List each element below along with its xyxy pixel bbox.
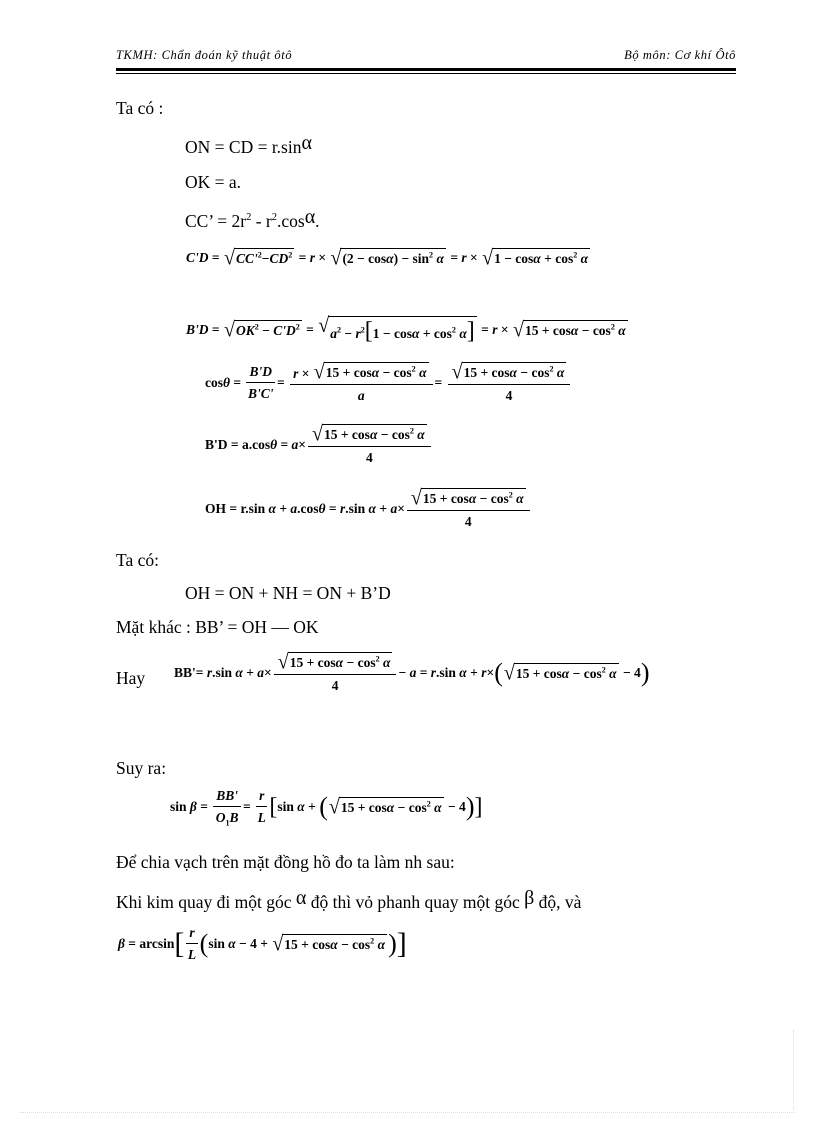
- eq-beta-arcsin: β = arcsin [ $\frac{r}{L}$ ( sin α − 4 + √ $15 + \cos\alpha - \cos^2 \alpha$ ) ]: [118, 925, 407, 962]
- text-khi-kim-quay: Khi kim quay đi một góc α độ thì vỏ phanh quay một góc β độ, và: [116, 887, 582, 912]
- eq-c-prime-d: C'D = √ $CC'^2-CD^2$ = r × √ $(2 - \cos\alpha) - \sin^2 \alpha$ = r × √ $1 - \cos\alpha + \cos^2 \alpha$: [186, 246, 589, 270]
- page-right-border: [793, 1030, 794, 1110]
- eq-oh: OH = r.sin α + a .cos θ = r .sin α + a × √ $15 + \cos\alpha - \cos^2 \alpha$ 4: [205, 488, 532, 530]
- eq-bb-prime: BB'= r .sin α + a × √ $15 + \cos\alpha - \cos^2 \alpha$ 4 − a = r .sin α + r × ( √ $15 + \cos\alpha - \cos^2 \alpha$ − 4 ): [174, 650, 650, 693]
- eq-cc-prime: CC’ = $2r^2 - r^2.\cos\alpha$.: [185, 206, 320, 231]
- header-course-title: TKMH: Chẩn đoán kỹ thuật ôtô: [116, 48, 293, 62]
- text-suy-ra: Suy ra:: [116, 758, 167, 778]
- header-department: Bộ môn: Cơ khí Ôtô: [624, 48, 736, 62]
- header-rule-thick: [116, 68, 736, 71]
- eq-on-cd: ON = CD = r.sinα: [185, 132, 312, 157]
- text-hay: Hay: [116, 668, 146, 688]
- eq-sin-beta: sin β = $\frac{BB'}{O_1B}$ = $\frac{r}{L}$ [ sin α + ( √ $15 + \cos\alpha - \cos^2 \alpha$ − 4 ) ]: [170, 788, 483, 828]
- eq-cos-theta: cos θ = $\frac{B'D}{B'C'}$ = r × √ $15 + \cos\alpha - \cos^2 \alpha$ a = √ $15 + \cos\alpha - \cos^2 \alpha$ 4: [205, 362, 572, 404]
- header-rule-thin: [116, 73, 736, 74]
- text-ta-co-2: Ta có:: [116, 550, 159, 570]
- eq-b-prime-d: B'D = √ $OK^2 - C'D^2$ = √ $a^2 - r^2[1 - \cos\alpha + \cos^2 \alpha]$ = r × √ $15 + \cos\alpha - \cos^2 \alpha$: [186, 314, 626, 344]
- page-header: [116, 48, 736, 66]
- text-de-chia-vach: Để chia vạch trên mặt đồng hồ đo ta làm nh sau:: [116, 852, 455, 872]
- text-mat-khac: Mặt khác : BB’ = OH — OK: [116, 617, 319, 637]
- eq-ok: OK = a.: [185, 172, 242, 192]
- eq-oh-sum: OH = ON + NH = ON + B’D: [185, 583, 391, 603]
- eq-b-prime-d-2: B'D = a.cos θ = a × √ $15 + \cos\alpha - \cos^2 \alpha$ 4: [205, 424, 433, 466]
- page-bottom-border: [20, 1112, 796, 1113]
- text-ta-co-1: Ta có :: [116, 98, 164, 118]
